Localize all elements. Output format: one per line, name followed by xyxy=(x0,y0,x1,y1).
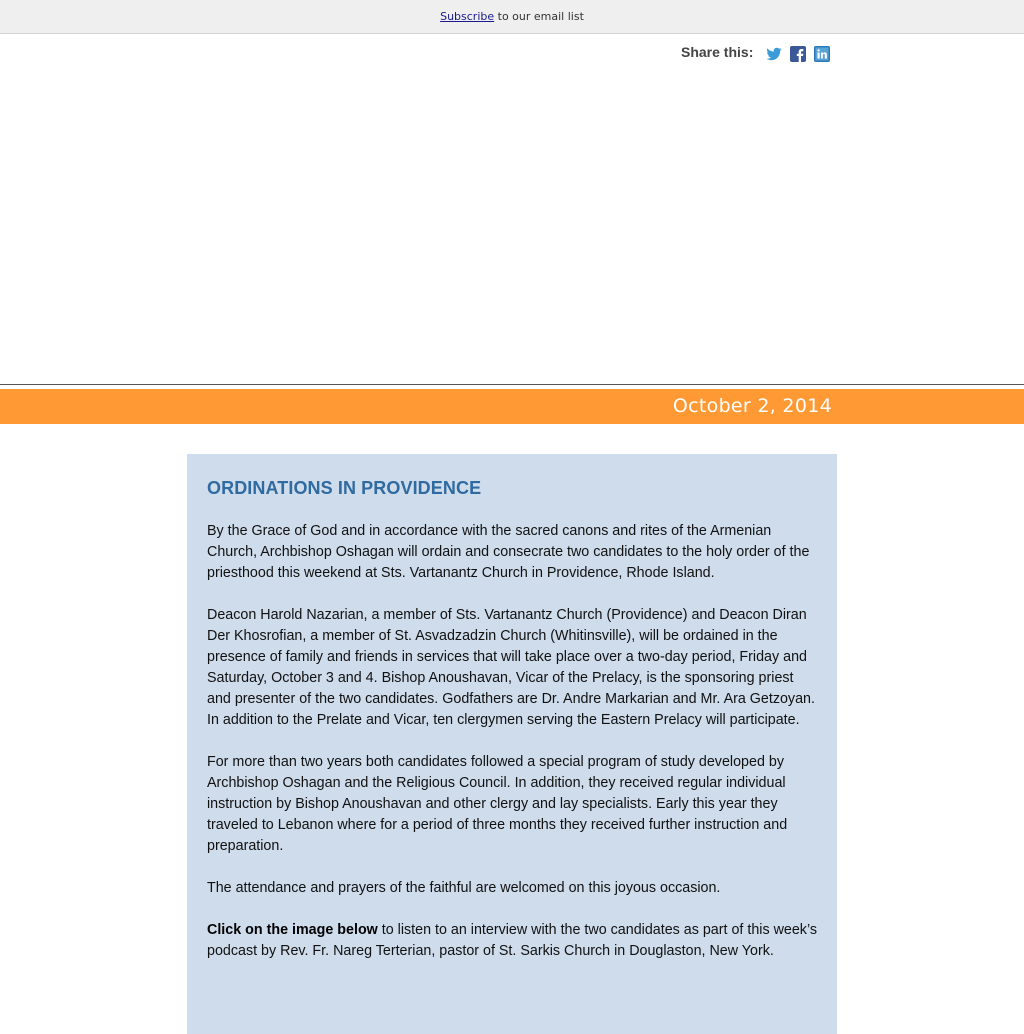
linkedin-icon[interactable] xyxy=(814,46,830,62)
article-paragraph-podcast xyxy=(207,920,821,962)
share-bar xyxy=(681,44,838,64)
click-image-instruction: Click on the image below xyxy=(207,922,378,938)
share-label: Share this: xyxy=(681,44,754,60)
podcast-description: to listen to an interview with the two candidates as part of this week’s podcast by Rev. Fr. Nareg Terterian, pastor of St. Sarkis Church in Douglaston, New York. xyxy=(207,922,818,959)
article-paragraph: The attendance and prayers of the faithful are welcomed on this joyous occasion. xyxy=(207,880,721,896)
article-paragraph: By the Grace of God and in accordance with the sacred canons and rites of the Armenian Church, Archbishop Oshagan will ordain and consecrate two candidates to the holy order of the priesthood this weekend at Sts. Vartanantz Church in Providence, Rhode Island. xyxy=(207,523,810,581)
article-title: ORDINATIONS IN PROVIDENCE xyxy=(207,478,482,498)
issue-date: October 2, 2014 xyxy=(672,395,832,417)
subscribe-link[interactable]: Subscribe xyxy=(440,10,495,23)
subscribe-suffix-text: to our email list xyxy=(494,10,584,23)
article-panel xyxy=(187,454,837,1034)
article-paragraph: For more than two years both candidates followed a special program of study developed by Archbishop Oshagan and the Religious Council. In addition, they received regular individual instruction by Bishop Anoushavan and other clergy and lay specialists. Early this year they traveled to Lebanon where for a period of three months they received further instruction and preparation. xyxy=(207,754,788,854)
top-bar xyxy=(0,0,1024,34)
header-divider xyxy=(0,384,1024,385)
twitter-icon[interactable] xyxy=(766,46,782,62)
facebook-icon[interactable] xyxy=(790,46,806,62)
article-paragraph: Deacon Harold Nazarian, a member of Sts. Vartanantz Church (Providence) and Deacon Diran Der Khosrofian, a member of St. Asvadzadzin Church (Whitinsville), will be ordained in the presence of family and friends in services that will take place over a two-day period, Friday and Saturday, October 3 and 4. Bishop Anoushavan, Vicar of the Prelacy, is the sponsoring priest and presenter of the two candidates. Godfathers are Dr. Andre Markarian and Mr. Ara Getzoyan. In addition to the Prelate and Vicar, ten clergymen serving the Eastern Prelacy will participate. xyxy=(207,607,815,728)
date-band xyxy=(0,389,1024,424)
